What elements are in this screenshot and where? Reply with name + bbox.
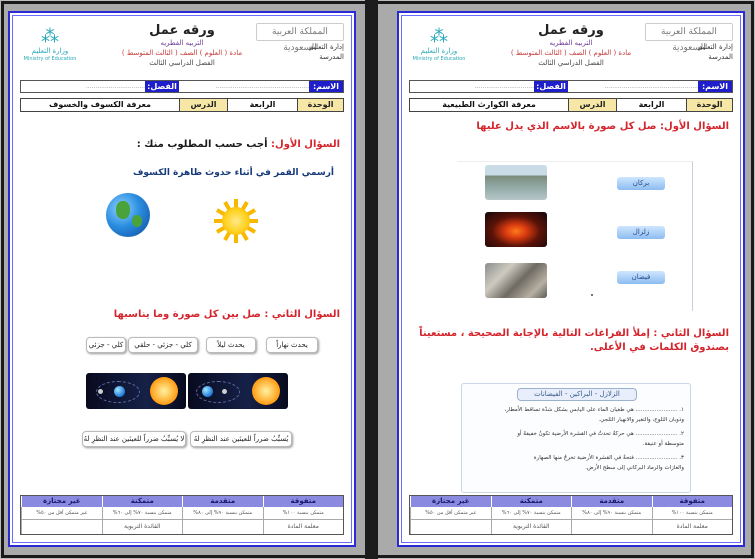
question-1 bbox=[137, 139, 340, 150]
grade-cell-not-passed[interactable]: غير متمكن أقل من ٥٠% bbox=[21, 507, 102, 519]
worksheet-natural-disasters bbox=[397, 11, 745, 547]
ministry-logo-text-en: Ministry of Education bbox=[23, 56, 77, 62]
lunar-eclipse-image bbox=[86, 373, 186, 409]
lesson-label: الدرس bbox=[568, 99, 616, 111]
kingdom-calligraphy: المملكة العربية السعودية bbox=[256, 23, 344, 41]
name-label: الاسم: bbox=[698, 81, 732, 92]
sheet-header bbox=[20, 23, 344, 79]
grading-footer bbox=[20, 495, 344, 535]
ministry-logo-text-en: Ministry of Education bbox=[412, 56, 466, 62]
page-gutter bbox=[365, 0, 378, 559]
signature-blank-1 bbox=[571, 520, 652, 534]
signature-principal: القائدة التربوية bbox=[102, 520, 183, 534]
grade-header-excellent: متفوقة bbox=[263, 496, 344, 507]
ministry-logo-icon: ⁂ bbox=[41, 26, 59, 47]
signature-blank-2 bbox=[21, 520, 102, 534]
grade-header-not-passed: غير مجتازة bbox=[410, 496, 491, 507]
volcano-photo bbox=[485, 212, 547, 247]
name-field[interactable]: ................................................. bbox=[568, 81, 698, 92]
class-field[interactable]: ............................... bbox=[410, 81, 534, 92]
grade-header-not-passed: غير مجتازة bbox=[21, 496, 102, 507]
unit-lesson-bar bbox=[20, 98, 344, 112]
question-1-head: السؤال الأول: bbox=[660, 121, 729, 132]
grade-header-proficient: متمكنة bbox=[491, 496, 572, 507]
signature-blank-2 bbox=[410, 520, 491, 534]
grade-header-advanced: متقدمة bbox=[182, 496, 263, 507]
question-1 bbox=[476, 121, 729, 132]
word-bank-box bbox=[461, 383, 691, 493]
sun-image bbox=[214, 199, 258, 243]
sheet-title: ورقه عمل bbox=[538, 23, 604, 38]
grading-footer bbox=[409, 495, 733, 535]
fill-line-1[interactable]: ١. ........................ هي طغيان الماء على اليابس بشكل شدّة تساقط الأمطار، bbox=[504, 407, 684, 413]
match-name-flood[interactable]: فيضان bbox=[617, 271, 665, 284]
grade-cell-excellent[interactable]: متمكن بنسبة ١٠٠% bbox=[263, 507, 344, 519]
school-label: المدرسة bbox=[708, 53, 733, 61]
admin-label: إدارة التعليم bbox=[309, 43, 344, 51]
worksheet-eclipse bbox=[8, 11, 356, 547]
name-field[interactable]: ................................................. bbox=[179, 81, 309, 92]
class-label: الفصل: bbox=[534, 81, 568, 92]
question-2-head: السؤال الثاني : bbox=[264, 309, 340, 320]
grade-cell-advanced[interactable]: متمكن بنسبة ٩٠% إلى ٨٠% bbox=[571, 507, 652, 519]
grade-line: مادة ( العلوم ) الصف ( الثالث المتوسط ) bbox=[510, 49, 632, 57]
header-center bbox=[499, 23, 643, 68]
signature-blank-1 bbox=[182, 520, 263, 534]
chip-total-partial-annular[interactable]: كلي - جزئي - حلقي bbox=[128, 337, 198, 353]
unit-value: الرابعة bbox=[616, 99, 686, 111]
ministry-logo bbox=[20, 27, 80, 65]
question-1-instruction: أرسمي القمر في أثناء حدوث ظاهرة الكسوف bbox=[132, 168, 334, 178]
signature-principal: القائدة التربوية bbox=[491, 520, 572, 534]
subject-label: التربيه الفطريه bbox=[160, 39, 204, 47]
class-label: الفصل: bbox=[145, 81, 179, 92]
unit-lesson-bar bbox=[409, 98, 733, 112]
grade-cell-proficient[interactable]: متمكن بنسبة ٧٠% إلى ٦٠% bbox=[102, 507, 183, 519]
ministry-logo bbox=[409, 27, 469, 65]
match-name-volcano[interactable]: بركان bbox=[617, 177, 665, 190]
question-2-head: السؤال الثاني : bbox=[653, 328, 729, 339]
header-center bbox=[110, 23, 254, 68]
fill-line-1b: وذوبان الثلوج، والتغير والانهيار الثلجي. bbox=[598, 417, 684, 423]
signature-teacher: معلمة المادة bbox=[652, 520, 733, 534]
fill-line-2b: متوسطة أو عنيفة. bbox=[642, 441, 684, 447]
signature-teacher: معلمة المادة bbox=[263, 520, 344, 534]
grade-cell-proficient[interactable]: متمكن بنسبة ٧٠% إلى ٦٠% bbox=[491, 507, 572, 519]
question-1-text: أجب حسب المطلوب منك : bbox=[136, 139, 268, 150]
grade-line: مادة ( العلوم ) الصف ( الثالث المتوسط ) bbox=[121, 49, 243, 57]
question-2-text: صل بين كل صورة وما يناسبها bbox=[113, 309, 261, 320]
chip-daytime[interactable]: يحدث نهاراً bbox=[266, 337, 318, 353]
chip-harms-eyes[interactable]: يُسبِّبُ ضرراً للعينَين عند النظرِ لهُ bbox=[190, 431, 292, 447]
question-1-head: السؤال الأول: bbox=[271, 139, 340, 150]
unit-value: الرابعة bbox=[227, 99, 297, 111]
unit-label: الوحدة bbox=[686, 99, 732, 111]
match-dot bbox=[591, 294, 593, 296]
name-label: الاسم: bbox=[309, 81, 343, 92]
term-line: الفصل الدراسي الثالث bbox=[149, 59, 215, 67]
match-name-earthquake[interactable]: زلزال bbox=[617, 226, 665, 239]
question-1-text: صل كل صورة بالاسم الذي يدل عليها bbox=[476, 121, 657, 132]
header-right-block bbox=[256, 23, 344, 62]
class-field[interactable]: ............................... bbox=[21, 81, 145, 92]
subject-label: التربيه الفطريه bbox=[549, 39, 593, 47]
term-line: الفصل الدراسي الثالث bbox=[538, 59, 604, 67]
grade-header-excellent: متفوقة bbox=[652, 496, 733, 507]
question-2-text: إملأ الفراغات التالية بالإجابة الصحيحة ، مستعيناً بصندوق الكلمات في الأعلى. bbox=[419, 328, 729, 353]
grade-cell-advanced[interactable]: متمكن بنسبة ٩٠% إلى ٨٠% bbox=[182, 507, 263, 519]
lesson-label: الدرس bbox=[179, 99, 227, 111]
lesson-value: معرفة الكوارث الطبيعية bbox=[410, 99, 568, 111]
ministry-logo-text: وزارة التعليم bbox=[420, 47, 458, 55]
admin-label: إدارة التعليم bbox=[698, 43, 733, 51]
fill-line-3b: والغازات والرماد البركاني إلى سطح الأرض. bbox=[585, 465, 684, 471]
kingdom-calligraphy: المملكة العربية السعودية bbox=[645, 23, 733, 41]
grade-header-advanced: متقدمة bbox=[571, 496, 652, 507]
flood-photo bbox=[485, 165, 547, 200]
solar-eclipse-image bbox=[188, 373, 288, 409]
name-class-bar bbox=[409, 80, 733, 93]
chip-nighttime[interactable]: يحدث ليلاً bbox=[206, 337, 256, 353]
earthquake-photo bbox=[485, 263, 547, 298]
sheet-header bbox=[409, 23, 733, 79]
chip-total-partial[interactable]: كلي - جزئي bbox=[86, 337, 126, 353]
fill-line-3[interactable]: ٣. ........................ فتحةٌ في القشرة الأرضية تخرجُ منها الصهارة bbox=[533, 455, 684, 461]
question-2 bbox=[114, 309, 340, 320]
unit-label: الوحدة bbox=[297, 99, 343, 111]
ministry-logo-icon: ⁂ bbox=[430, 26, 448, 47]
header-right-block bbox=[645, 23, 733, 62]
grade-header-proficient: متمكنة bbox=[102, 496, 183, 507]
chip-no-harm-eyes[interactable]: لا يُسبِّبُ ضرراً للعينَين عند النظرِ لهُ bbox=[82, 431, 186, 447]
grade-cell-excellent[interactable]: متمكن بنسبة ١٠٠% bbox=[652, 507, 733, 519]
ministry-logo-text: وزارة التعليم bbox=[31, 47, 69, 55]
lesson-value: معرفة الكسوف والخسوف bbox=[21, 99, 179, 111]
name-class-bar bbox=[20, 80, 344, 93]
earth-image bbox=[106, 193, 150, 237]
fill-line-2[interactable]: ٢. ........................ هي حركةٌ تحدثُ في القشرة الأرضية تكونُ خفيفةً أو bbox=[517, 431, 684, 437]
sheet-title: ورقه عمل bbox=[149, 23, 215, 38]
word-bank: الزلازل - البراكين - الفيضانات bbox=[517, 388, 637, 401]
grade-cell-not-passed[interactable]: غير متمكن أقل من ٥٠% bbox=[410, 507, 491, 519]
question-2 bbox=[413, 327, 729, 355]
school-label: المدرسة bbox=[319, 53, 344, 61]
